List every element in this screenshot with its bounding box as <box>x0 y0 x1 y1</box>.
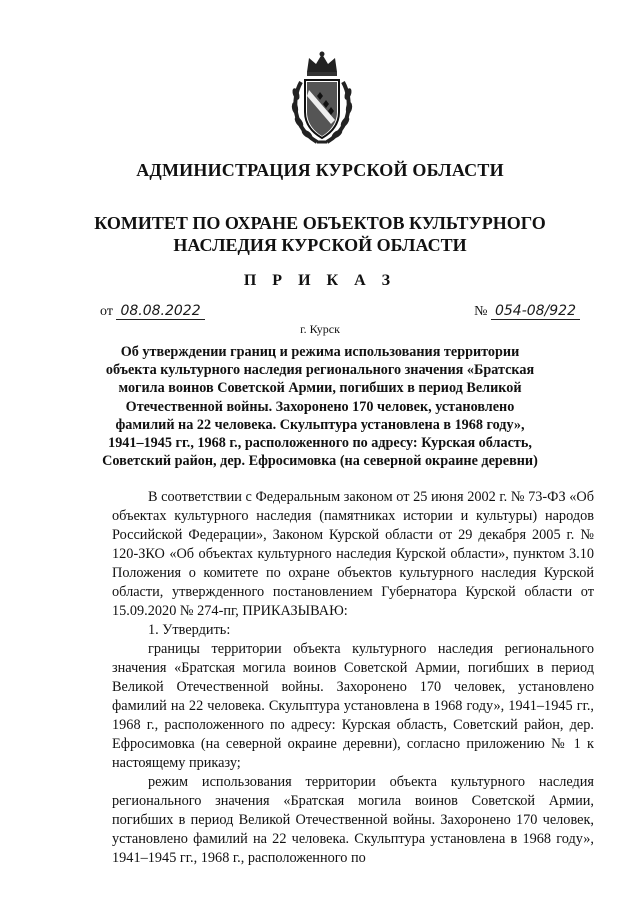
coat-of-arms-icon <box>287 50 357 148</box>
order-date-value: 08.08.2022 <box>116 303 204 320</box>
number-prefix: № <box>474 304 488 319</box>
order-date-field <box>100 303 205 320</box>
order-body <box>112 488 594 868</box>
city-label: г. Курск <box>300 322 340 336</box>
preamble-paragraph: В соответствии с Федеральным законом от 25 июня 2002 г. № 73-ФЗ «Об объектах культурного наследия (памятниках истории и культуры) народов Российской Федерации», Законом Курской области от 29 декабря 2005 г. № 120-ЗКО «Об объектах культурного наследия Курской области», пунктом 3.10 Положения о комитете по охране объектов культурного наследия Курской области, утвержденного постановлением Губернатора Курской области от 15.09.2020 № 274-пг, ПРИКАЗЫВАЮ: <box>112 489 594 619</box>
order-subject: Об утверждении границ и режима использования территории объекта культурного наследия регионального значения «Братская могила воинов Советской Армии, погибших в период Великой Отечественной войны. Захоронено 170 человек, установлено фамилий на 22 человека. Скульптура установлена в 1968 году», 1941–1945 гг., 1968 г., расположенного по адресу: Курская область, Советский район, дер. Ефросимовка (на северной окраине деревни) <box>102 344 538 470</box>
point-1-heading: 1. Утвердить: <box>148 622 231 638</box>
order-number-field <box>474 303 580 320</box>
committee-title: КОМИТЕТ ПО ОХРАНЕ ОБЪЕКТОВ КУЛЬТУРНОГО НАСЛЕДИЯ КУРСКОЙ ОБЛАСТИ <box>94 213 546 255</box>
order-number-value: 054-08/922 <box>491 303 580 320</box>
document-type-title: П Р И К А З <box>243 272 397 289</box>
point-1-item-regime: режим использования территории объекта культурного наследия регионального значения «Братская могила воинов Советской Армии, погибших в период Великой Отечественной войны. Захоронено 170 человек, установлено фамилий на 22 человека. Скульптура установлена в 1968 году», 1941–1945 гг., 1968 г., расположенного по <box>112 774 594 866</box>
point-1-item-boundaries: границы территории объекта культурного наследия регионального значения «Братская могила воинов Советской Армии, погибших в период Великой Отечественной войны. Захоронено 170 человек, установлено фамилий на 22 человека. Скульптура установлена в 1968 году», 1941–1945 гг., 1968 г., расположенного по адресу: Курская область, Советский район, дер. Ефросимовка (на северной окраине деревни), согласно приложению № 1 к настоящему приказу; <box>112 641 594 771</box>
date-prefix: от <box>100 304 113 319</box>
administration-title: АДМИНИСТРАЦИЯ КУРСКОЙ ОБЛАСТИ <box>136 160 504 180</box>
